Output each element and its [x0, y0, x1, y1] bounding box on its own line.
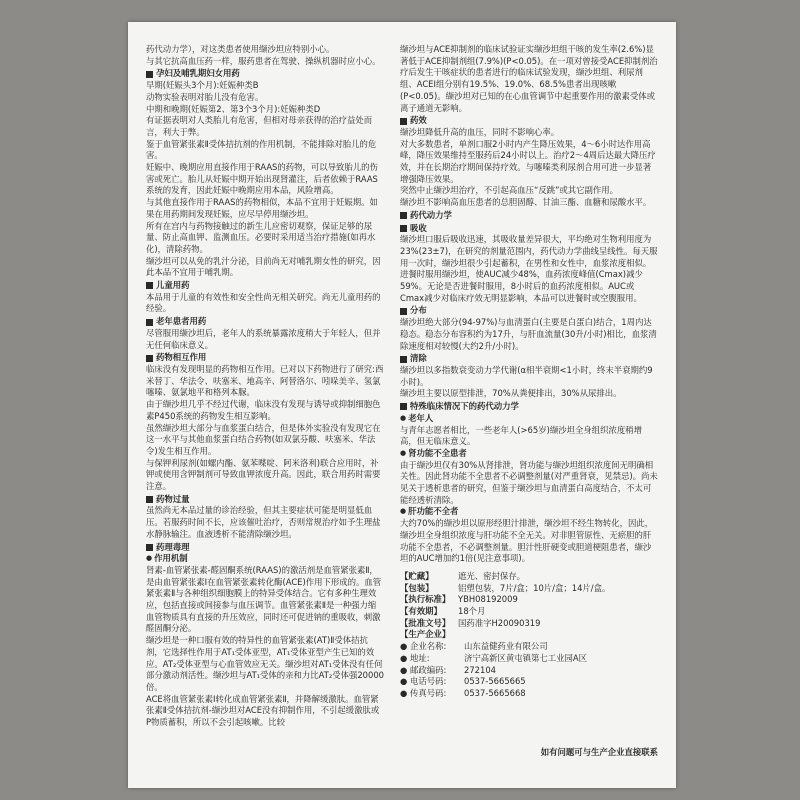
dot-bullet-icon: ●	[400, 652, 410, 663]
dot-bullet-icon: ●	[400, 664, 410, 675]
square-bullet-icon	[400, 118, 407, 125]
square-bullet-icon	[400, 403, 407, 410]
postcode-row: ● 邮政编码: 272104	[400, 664, 496, 675]
paragraph: 早期(妊娠头3个月):妊娠种类B	[146, 80, 259, 91]
address-row: ● 地址: 济宁高新区黄屯镇第七工业园A区	[400, 652, 587, 663]
dot-bullet-icon: ●	[400, 507, 407, 516]
storage-row: 【贮藏】 遮光、密封保存。	[400, 570, 525, 581]
paragraph: 肾素-血管紧张素-醛固酮系统(RAAS)的激活剂是血管紧张素Ⅱ，是由血管紧张素Ⅰ在血管紧张素转化酶(ACE)作用下形成的。血管紧张素Ⅱ与各种组织细胞膜上的特异受体结合。它有多种生理效应，包括直接或间接参与血压调节。血管紧张素Ⅱ是一种强力缩血管物质具有直接的升压效应，同时还可促进钠的重吸收，刺激醛固酮分泌。	[146, 564, 382, 634]
paragraph: 缬沙坦绝大部分(94-97%)与血清蛋白(主要是白蛋白)结合，1周内达稳态。稳态分布容积约为17升，与肝血流量(30升/小时)相比，血浆清除速度相对较慢(大约2升/小时)。	[400, 317, 657, 351]
section-heading-interactions: 药物相互作用	[146, 352, 384, 364]
paragraph: 与其它抗高血压药一样，服药患者在驾驶、操纵机器时应小心。	[146, 55, 381, 66]
section-heading-pharmacokinetics: 药代动力学	[400, 210, 658, 222]
dot-bullet-icon: ●	[400, 413, 407, 422]
paragraph: 虽然尚无本品过量的诊治经验，但其主要症状可能是明显低血压。若服药时间不长，应该催吐治疗，否则常规治疗如予生理盐水静脉输注。血液透析不能清除缬沙坦。	[146, 505, 381, 539]
validity-row: 【有效期】 18个月	[400, 606, 486, 617]
standard-row: 【执行标准】 YBH08192009	[400, 594, 518, 605]
section-heading-pharmacology: 药理毒理	[146, 542, 384, 554]
paragraph: 缬沙坦主要以原型排泄，70%从粪便排出，30%从尿排出。	[400, 388, 622, 399]
dot-bullet-icon: ●	[400, 676, 410, 687]
square-bullet-icon	[400, 212, 407, 219]
paragraph: 缬沙坦以多指数衰变动力学代谢(α相半衰期<1小时，终末半衰期约9小时)。	[400, 364, 653, 387]
paragraph: 缬沙坦降低升高的血压，同时不影响心率。	[400, 126, 560, 137]
paragraph: 动物实验表明对胎儿没有危害。	[146, 91, 264, 102]
paragraph: 缬沙坦不影响高血压患者的总胆固醇、甘油三酯、血糖和尿酸水平。	[400, 197, 652, 208]
fax-row: ● 传真号码: 0537-5665668	[400, 687, 526, 698]
approval-row: 【批准文号】 国药准字H20090319	[400, 617, 541, 628]
subheading-elimination: 清除	[400, 353, 658, 365]
subheading-hepatic: ● 肝功能不全者	[400, 506, 459, 517]
section-heading-elderly: 老年患者用药	[146, 316, 384, 328]
dot-bullet-icon: ●	[146, 554, 153, 563]
square-bullet-icon	[146, 355, 153, 362]
dot-bullet-icon: ●	[400, 448, 407, 457]
paragraph: ACE将血管紧张素Ⅰ转化成血管紧张素Ⅱ，并降解缓激肽。血管紧张素Ⅱ受体拮抗剂-缬沙坦对ACE没有抑制作用，不引起缓激肽或P物质蓄积，所以不会引起咳嗽。比较	[146, 693, 380, 728]
subheading-elderly: ● 老年人	[400, 412, 434, 423]
subheading-distribution: 分布	[400, 305, 658, 317]
paragraph: 本品用于儿童的有效性和安全性尚无相关研究。尚无儿童用药的经验。	[146, 291, 381, 314]
square-bullet-icon	[146, 496, 153, 503]
subheading-special-cases: 特殊临床情况下的药代动力学	[400, 401, 658, 413]
paragraph: 由于缬沙坦仅有30%从肾排泄，肾功能与缬沙坦组织浓度间无明确相关性。因此肾功能不全患者不必调整剂量(对严重肾衰，见禁忌)。尚未见关于透析患者的研究，但鉴于缬沙坦与血清蛋白高度结合，不太可能经透析清除。	[400, 459, 658, 505]
section-heading-children: 儿童用药	[146, 280, 384, 292]
company-name-row: ● 企业名称: 山东益健药业有限公司	[400, 641, 548, 652]
paragraph: 与青年志愿者相比，一些老年人(>65岁)缬沙坦全身组织浓度稍增高，但无临床意义。	[400, 424, 642, 447]
manufacturer-heading: 【生产企业】	[400, 629, 451, 640]
paragraph: 药代动力学），对这类患者使用缬沙坦应特别小心。	[146, 44, 335, 54]
square-bullet-icon	[146, 71, 153, 78]
subheading-mechanism: ● 作用机制	[146, 553, 188, 564]
dot-bullet-icon: ●	[400, 687, 410, 698]
package-row: 【包装】 铝塑包装，7片/盒；10片/盒；14片/盒。	[400, 582, 611, 593]
square-bullet-icon	[400, 225, 407, 232]
paragraph: 中期和晚期(妊娠第2、第3个3个月):妊娠种类D	[146, 103, 321, 114]
paragraph: 大约70%的缬沙坦以原形经胆汁排泄，缬沙坦不经生物转化，因此，缬沙坦全身组织浓度与肝功能不全无关。对非胆管原性、无瘀胆的肝功能不全患者，不必调整剂量。胆汁性肝硬变或胆道梗阻患者，缬沙坦的AUC增加约1倍(见注意事项)。	[400, 518, 654, 564]
contact-note: 如有问题可与生产企业直接联系	[540, 747, 658, 757]
paragraph: 有证据表明对人类胎儿有危害，但相对母亲获得的治疗益处而言，利大于弊。	[146, 115, 373, 137]
paragraph: 缬沙坦口服后吸收迅速，其吸收量差异很大，平均绝对生物利用度为23%(23±7)，在研究的剂量范围内，药代动力学曲线呈线性。每天服用一次时，缬沙坦很少引起蓄积，在男性和女性中，血浆浓度相似。	[400, 234, 658, 268]
paragraph: 由于缬沙坦几乎不经过代谢，临床没有发现与诱导或抑制细胞色素P450系统的药物发生相互影响。	[146, 399, 381, 421]
section-heading-efficacy: 药效	[400, 115, 658, 127]
paragraph: 临床没有发现明显的药物相互作用。已对以下药物进行了研究:西米替丁、华法令、呋塞米、地高辛、阿替洛尔、吲哚美辛、氢氯噻嗪、氨氯地平和格列本脲。	[146, 363, 384, 398]
section-heading-pregnancy: 孕妇及哺乳期妇女用药	[146, 68, 384, 80]
left-column	[146, 44, 384, 729]
phone-row: ● 电话号码: 0537-5665665	[400, 676, 526, 687]
paragraph: 与保钾利尿剂(如螺内酯、氨苯喋啶、阿米洛利)联合应用时，补钾或使用含钾制剂可导致血钾浓度升高。因此，联合用药时需要注意。	[146, 457, 381, 492]
dot-bullet-icon: ●	[400, 641, 410, 652]
square-bullet-icon	[146, 544, 153, 551]
paragraph: 虽然缬沙坦大部分与血浆蛋白结合，但是体外实验没有发现它在这一水平与其他血浆蛋白结合药物(如双氯芬酸、呋塞米、华法令)发生相互作用。	[146, 422, 381, 456]
square-bullet-icon	[146, 282, 153, 289]
paragraph: 对大多数患者，单剂口服2小时内产生降压效果，4～6小时达作用高峰，降压效果维持至服药后24小时以上。治疗2～4周后达最大降压疗效，并在长期治疗期间保持疗效。与噻嗪类利尿剂合用可进一步显著增强降压效果。	[400, 138, 656, 184]
square-bullet-icon	[400, 308, 407, 315]
subheading-absorption: 吸收	[400, 223, 658, 235]
leaflet-page	[128, 22, 676, 788]
right-column	[400, 44, 658, 700]
paragraph: 突然中止缬沙坦治疗，不引起高血压“反跳”或其它副作用。	[400, 185, 619, 196]
paragraph: 尽管服用缬沙坦后，老年人的系统暴露浓度稍大于年轻人，但并无任何临床意义。	[146, 327, 381, 350]
square-bullet-icon	[400, 356, 407, 363]
paragraph: 缬沙坦可以从免的乳汁分泌，目前尚无对哺乳期女性的研究，因此本品不宜用于哺乳期。	[146, 255, 381, 278]
section-heading-overdose: 药物过量	[146, 494, 384, 506]
paragraph: 与其他直接作用于RAAS的药物相似，本品不宜用于妊娠期。如果在用药期间发现妊娠，应尽早停用缬沙坦。	[146, 197, 378, 219]
paragraph: 缬沙坦是一种口服有效的特异性的血管紧张素(AT)Ⅱ受体拮抗剂，它选择性作用于AT₁受体亚型，AT₁受体亚型产生已知的效应。AT₂受体亚型与心血管效应无关。缬沙坦对AT₁受体没有任何部分激动剂活性。缬沙坦与AT₁受体的亲和力比AT₂受体强20000倍。	[146, 635, 384, 692]
paragraph: 所有在宫内与药物接触过的新生儿应密切观察，保证足够的尿量、防止高血钾、监测血压。必要时采用适当治疗措施(如再水化)，清除药物。	[146, 220, 376, 254]
paragraph: 进餐时服用缬沙坦，使AUC减少48%，血药浓度峰值(Cmax)减少59%。无论是否进餐时服用，8小时后的血药浓度相似。AUC或Cmax减少对临床疗效无明显影响，本品可以进餐时或空腹服用。	[400, 269, 643, 303]
square-bullet-icon	[146, 319, 153, 326]
subheading-renal: ● 肾功能不全患者	[400, 447, 467, 458]
paragraph: 鉴于血管紧张素Ⅱ受体拮抗剂的作用机制，不能排除对胎儿的危害。	[146, 138, 377, 161]
paragraph: 妊娠中、晚期应用直接作用于RAAS的药物，可以导致胎儿的伤害或死亡。胎儿从妊娠中期开始出现肾灌注，后者依赖于RAAS系统的发育，因此妊娠中晚期应用本品，风险增高。	[146, 162, 378, 196]
paragraph: 缬沙坦与ACE抑制剂的临床试验证实缬沙坦组干咳的发生率(2.6%)显著低于ACE抑制剂组(7.9%)(P<0.05)。在一项对曾接受ACE抑制剂治疗后发生干咳症状的患者进行的临床试验发现，缬沙坦组、利尿剂组、ACEI组分别有19.5%、19.0%、68.5%患者出现咳嗽(P<0.05)。缬沙坦对已知的在心血管调节中起重要作用的激素受体或离子通道无影响。	[400, 44, 658, 113]
